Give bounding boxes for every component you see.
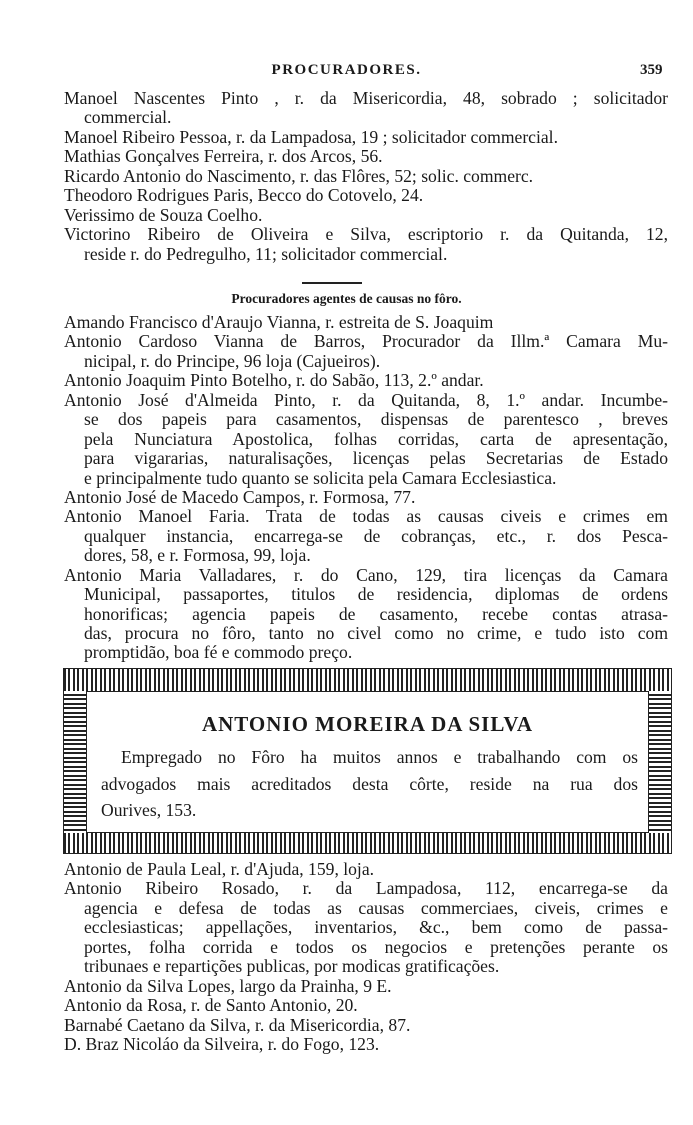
entry-line: Barnabé Caetano da Silva, r. da Misericordia, 87. bbox=[64, 1014, 411, 1035]
entry-line: Antonio Cardoso Vianna de Barros, Procurador da Illm.ª Camara Mu- bbox=[64, 331, 668, 352]
list-entry bbox=[64, 566, 668, 663]
list-entry bbox=[64, 332, 668, 371]
entry-line: Ricardo Antonio do Nascimento, r. das Flôres, 52; solic. commerc. bbox=[64, 165, 534, 186]
entry-continuation-line: dores, 58, e r. Formosa, 99, loja. bbox=[84, 545, 311, 566]
entry-continuation-line: e principalmente tudo quanto se solicita pela Camara Ecclesiastica. bbox=[84, 467, 557, 488]
entry-continuation-line: promptidão, boa fé e commodo preço. bbox=[84, 642, 353, 663]
agentes-list-continued bbox=[64, 860, 668, 1054]
list-entry bbox=[64, 996, 668, 1015]
entry-line: Antonio Manoel Faria. Trata de todas as causas civeis e crimes em bbox=[64, 506, 668, 527]
entry-line: Antonio Joaquim Pinto Botelho, r. do Sabão, 113, 2.º andar. bbox=[64, 370, 484, 391]
section-divider bbox=[302, 282, 362, 284]
advertisement-line: Ourives, 153. bbox=[101, 800, 197, 820]
procuradores-list bbox=[64, 89, 668, 264]
advertisement-box bbox=[63, 668, 672, 854]
list-entry bbox=[64, 1035, 668, 1054]
entry-continuation-line: reside r. do Pedregulho, 11; solicitador commercial. bbox=[84, 243, 448, 264]
list-entry bbox=[64, 128, 668, 147]
entry-line: Antonio Maria Valladares, r. do Cano, 129, tira licenças da Camara bbox=[64, 564, 668, 585]
entry-continuation-line: commercial. bbox=[84, 107, 172, 128]
list-entry bbox=[64, 391, 668, 488]
advertisement-line: advogados mais acreditados desta côrte, reside na rua dos bbox=[101, 773, 638, 794]
list-entry bbox=[64, 313, 668, 332]
advertisement-ornamental-frame bbox=[86, 691, 649, 833]
entry-continuation-line: tribunaes e repartições publicas, por modicas gratificações. bbox=[84, 956, 500, 977]
list-entry bbox=[64, 507, 668, 565]
entry-line: Antonio da Silva Lopes, largo da Prainha, 9 E. bbox=[64, 975, 392, 996]
list-entry bbox=[64, 977, 668, 996]
entry-continuation-line: se dos papeis para casamentos, dispensas de parentesco , breves bbox=[84, 409, 668, 430]
agentes-list bbox=[64, 313, 668, 663]
entry-line: Amando Francisco d'Araujo Vianna, r. estreita de S. Joaquim bbox=[64, 312, 494, 332]
entry-line: Antonio da Rosa, r. de Santo Antonio, 20. bbox=[64, 995, 358, 1016]
list-entry bbox=[64, 371, 668, 390]
entry-line: Verissimo de Souza Coelho. bbox=[64, 204, 263, 225]
list-entry bbox=[64, 167, 668, 186]
entry-line: Antonio de Paula Leal, r. d'Ajuda, 159, loja. bbox=[64, 859, 375, 879]
advertisement-name: ANTONIO MOREIRA DA SILVA bbox=[201, 712, 534, 736]
entry-continuation-line: ecclesiasticas; appellações, inventarios, &c., bem como de passa- bbox=[84, 917, 668, 938]
advertisement-text bbox=[101, 744, 638, 824]
list-entry bbox=[64, 186, 668, 205]
list-entry bbox=[64, 879, 668, 976]
entry-continuation-line: pela Nunciatura Apostolica, folhas corridas, carta de apresentação, bbox=[84, 428, 668, 449]
list-entry bbox=[64, 1016, 668, 1035]
list-entry bbox=[64, 89, 668, 128]
entry-line: Manoel Ribeiro Pessoa, r. da Lampadosa, 19 ; solicitador commercial. bbox=[64, 126, 558, 147]
list-entry bbox=[64, 860, 668, 879]
running-title: PROCURADORES. bbox=[271, 62, 422, 78]
entry-continuation-line: portes, folha corrida e todos os negocios e pretenções perante os bbox=[84, 936, 668, 957]
entry-continuation-line: nicipal, r. do Principe, 96 loja (Cajueiros). bbox=[84, 350, 381, 371]
list-entry bbox=[64, 225, 668, 264]
entry-line: Mathias Gonçalves Ferreira, r. dos Arcos, 56. bbox=[64, 146, 383, 167]
page-number: 359 bbox=[640, 62, 663, 78]
entry-line: Manoel Nascentes Pinto , r. da Misericordia, 48, sobrado ; solicitador bbox=[64, 88, 668, 108]
list-entry bbox=[64, 206, 668, 225]
entry-line: Theodoro Rodrigues Paris, Becco do Cotovelo, 24. bbox=[64, 185, 424, 206]
entry-continuation-line: qualquer instancia, encarrega-se de cobranças, etc., r. dos Pesca- bbox=[84, 525, 668, 546]
entry-line: Antonio Ribeiro Rosado, r. da Lampadosa, 112, encarrega-se da bbox=[64, 878, 668, 899]
list-entry bbox=[64, 488, 668, 507]
entry-continuation-line: Municipal, passaportes, titulos de residencia, diplomas de ordens bbox=[84, 584, 668, 605]
list-entry bbox=[64, 147, 668, 166]
entry-continuation-line: agencia e defesa de todas as causas commerciaes, civeis, crimes e bbox=[84, 897, 668, 918]
page-header bbox=[0, 62, 693, 82]
entry-line: Victorino Ribeiro de Oliveira e Silva, escriptorio r. da Quitanda, 12, bbox=[64, 224, 668, 245]
entry-line: Antonio José d'Almeida Pinto, r. da Quitanda, 8, 1.º andar. Incumbe- bbox=[64, 389, 668, 410]
entry-continuation-line: das, procura no fôro, tanto no civel como no crime, e tudo isto com bbox=[84, 623, 668, 643]
entry-continuation-line: honorificas; agencia papeis de casamento, recebe contas atrasa- bbox=[84, 603, 668, 624]
advertisement-line: Empregado no Fôro ha muitos annos e trabalhando com os bbox=[121, 747, 638, 767]
entry-line: Antonio José de Macedo Campos, r. Formosa, 77. bbox=[64, 486, 416, 507]
entry-line: D. Braz Nicoláo da Silveira, r. do Fogo, 123. bbox=[64, 1033, 380, 1054]
entry-continuation-line: para vigararias, naturalisações, licenças pelas Secretarias de Estado bbox=[84, 448, 668, 469]
section-title: Procuradores agentes de causas no fôro. bbox=[231, 291, 462, 306]
